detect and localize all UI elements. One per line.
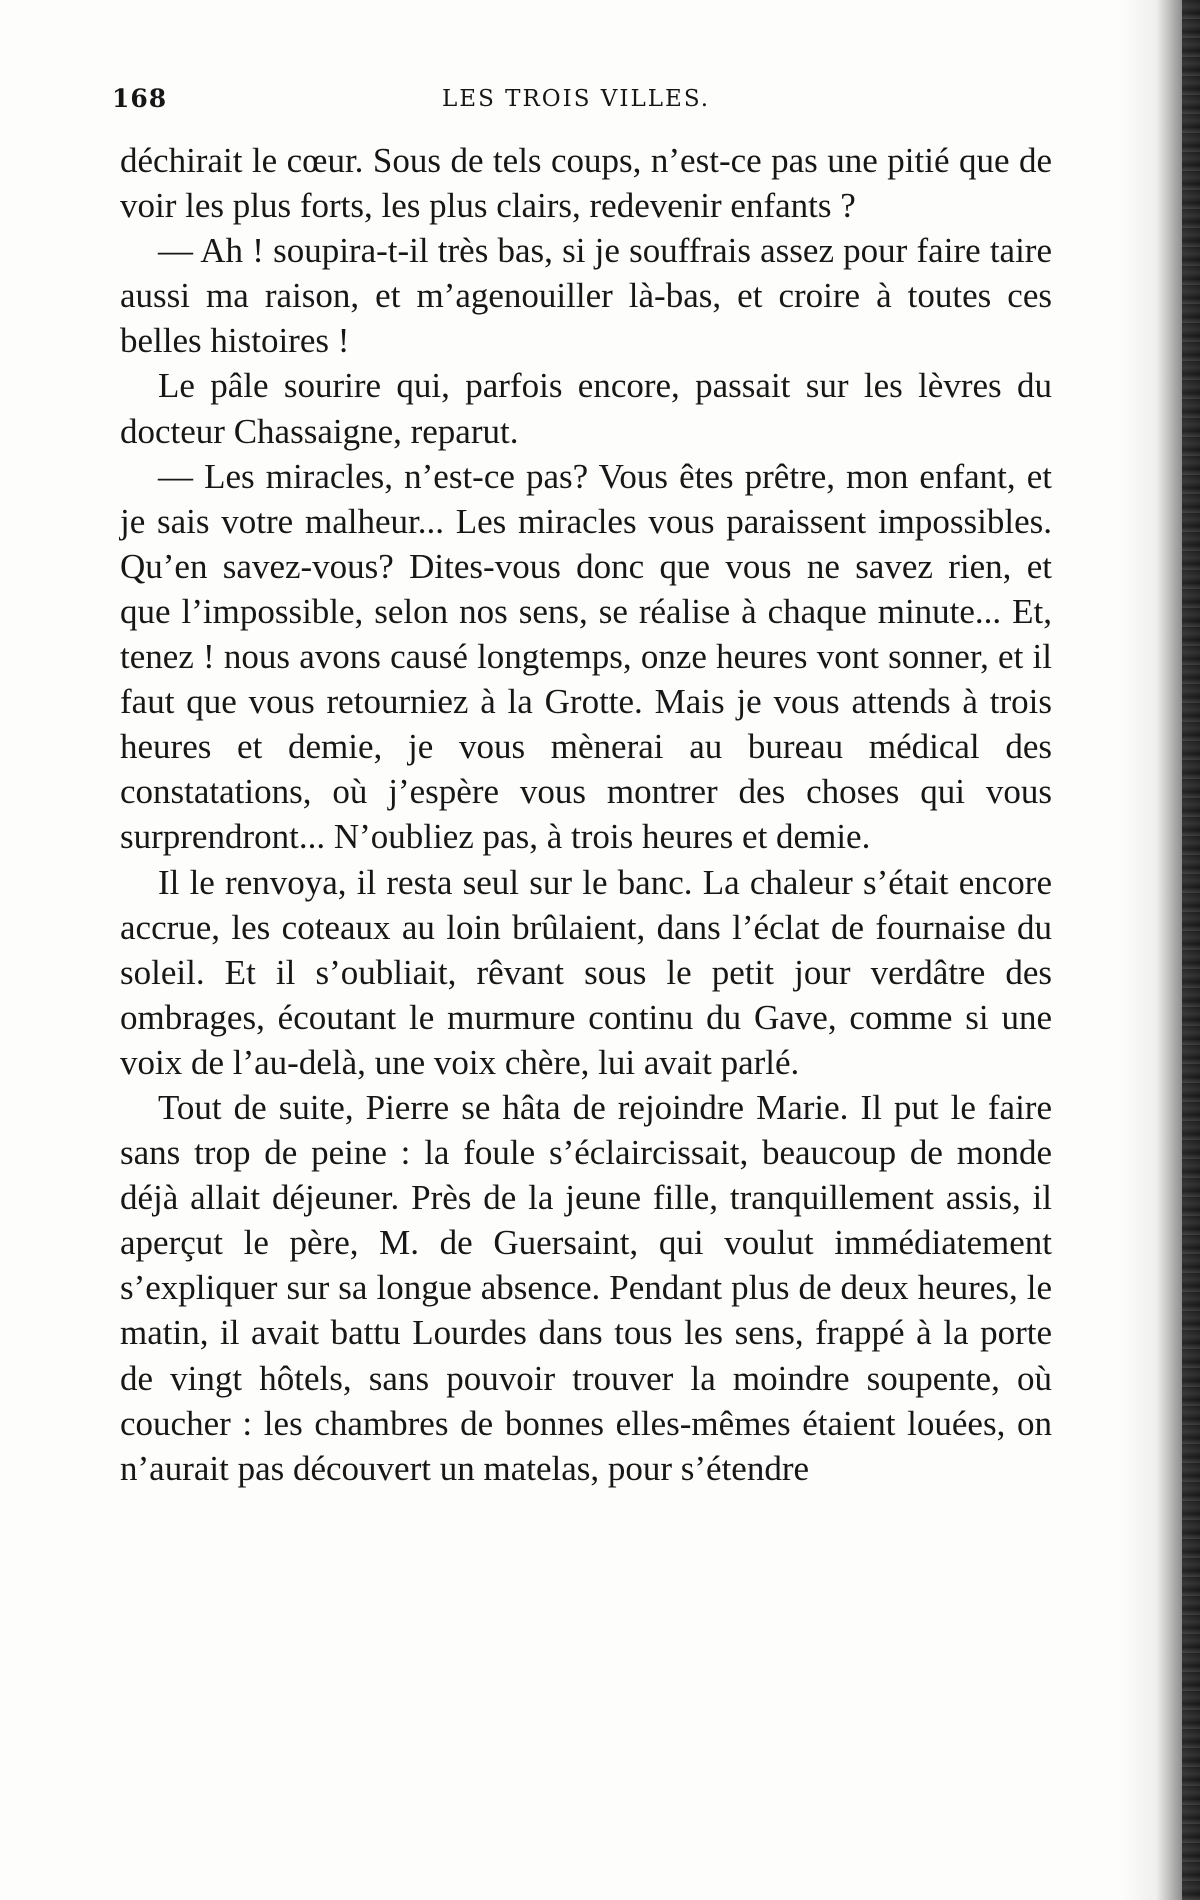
body-text — [120, 138, 1052, 1491]
running-head — [112, 84, 1052, 124]
paragraph-narration-smile: Le pâle sourire qui, parfois encore, passait sur les lèvres du docteur Chassaigne, reparut. — [120, 366, 1052, 451]
paragraph-dialogue-pierre: — Ah ! soupira-t-il très bas, si je souffrais assez pour faire taire aussi ma raison, et m’agenouiller là-bas, et croire à toutes ces belles histoires ! — [120, 231, 1052, 361]
page-edge — [1182, 0, 1200, 1900]
book-title: LES TROIS VILLES. — [442, 86, 711, 112]
paragraph-narration-marie: Tout de suite, Pierre se hâta de rejoindre Marie. Il put le faire sans trop de peine : la foule s’éclaircissait, beaucoup de monde déjà allait déjeuner. Près de la jeune fille, tranquillement assis, il aperçut le père, M. de Guersaint, qui voulut immédiatement s’expliquer sur sa longue absence. Pendant plus de deux heures, le matin, il avait battu Lourdes dans tous les sens, frappé à la porte de vingt hôtels, sans pouvoir trouver la moindre soupente, où coucher : les chambres de bonnes elles-mêmes étaient louées, on n’aurait pas découvert un matelas, pour s’étendre — [120, 1087, 1052, 1488]
paragraph-narration-bench: Il le renvoya, il resta seul sur le banc. La chaleur s’était encore accrue, les coteaux au loin brûlaient, dans l’éclat de fournaise du soleil. Et il s’oubliait, rêvant sous le petit jour verdâtre des ombrages, écoutant le murmure continu du Gave, comme si une voix de l’au-delà, une voix chère, lui avait parlé. — [120, 862, 1052, 1082]
page-number: 168 — [112, 84, 168, 113]
paragraph-continuation: déchirait le cœur. Sous de tels coups, n’est-ce pas une pitié que de voir les plus forts, les plus clairs, redevenir enfants ? — [120, 141, 1052, 226]
paragraph-dialogue-doctor: — Les miracles, n’est-ce pas? Vous êtes prêtre, mon enfant, et je sais votre malheur... Les miracles vous paraissent impossibles. Qu’en savez-vous? Dites-vous donc que vous ne savez rien, et que l’impossible, selon nos sens, se réalise à chaque minute... Et, tenez ! nous avons causé longtemps, onze heures vont sonner, et il faut que vous retourniez à la Grotte. Mais je vous attends à trois heures et demie, je vous mènerai au bureau médical des constatations, où j’espère vous montrer des choses qui vous surprendront... N’oubliez pas, à trois heures et demie. — [120, 456, 1052, 857]
